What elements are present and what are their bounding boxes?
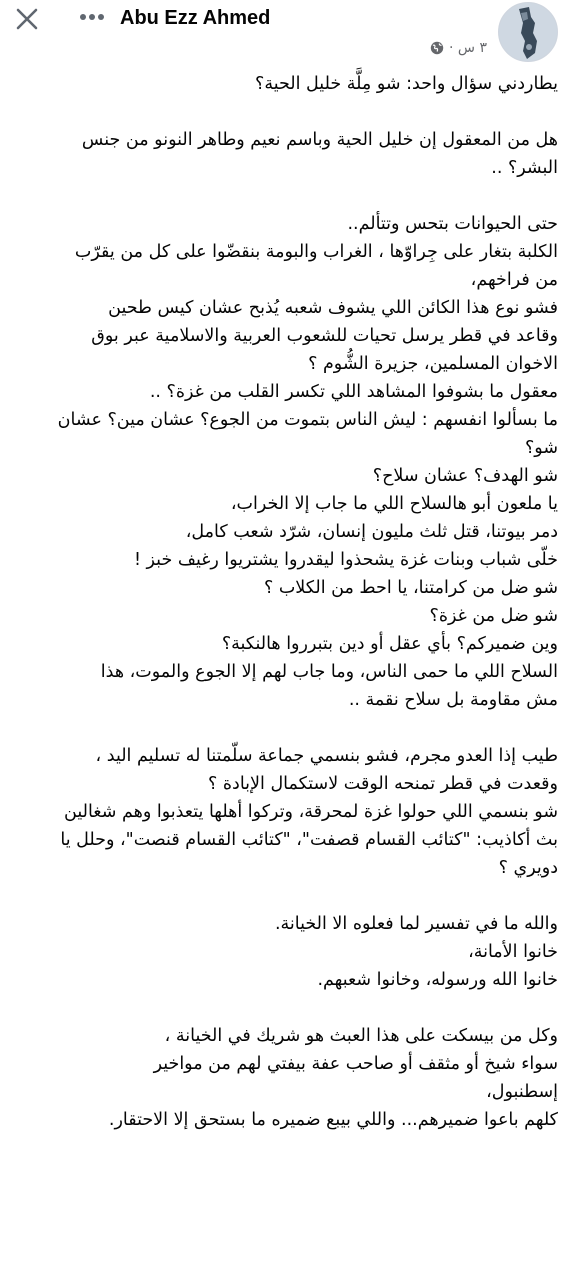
post-text-line: فشو نوع هذا الكائن اللي يشوف شعبه يُذبح عشان كيس طحين — [108, 298, 558, 318]
post-text-line: وين ضميركم؟ بأي عقل أو دين بتبرروا هالنكبة؟ — [221, 634, 558, 654]
post-text-line: شو؟ — [525, 438, 558, 458]
post-text-line: وقاعد في قطر يرسل تحيات للشعوب العربية والاسلامية عبر بوق — [91, 326, 558, 346]
post-text-line: الكلبة بتغار على جِراوّها ، الغراب والبومة بنقضّوا على كل من يقرّب — [74, 242, 558, 262]
paragraph-gap — [10, 882, 558, 910]
post-text-line: السلاح اللي ما حمى الناس، وما جاب لهم إلا الجوع والموت، هذا — [100, 662, 558, 682]
post-text-line: يا ملعون أبو هالسلاح اللي ما جاب إلا الخراب، — [230, 494, 558, 514]
author-avatar[interactable] — [498, 2, 558, 62]
post-text-line: من فراخهم، — [470, 270, 558, 290]
post-text-line: هل من المعقول إن خليل الحية وباسم نعيم وطاهر النونو من جنس — [81, 130, 558, 150]
post-text-line: شو ضل من غزة؟ — [429, 606, 558, 626]
post-text-line: دمر بيوتنا، قتل ثلث مليون إنسان، شرّد شعب كامل، — [185, 522, 558, 542]
paragraph-gap — [10, 98, 558, 126]
globe-icon — [430, 41, 444, 55]
post-text-line: إسطنبول، — [486, 1082, 558, 1102]
post-text-line: معقول ما بشوفوا المشاهد اللي تكسر القلب من غزة؟ .. — [149, 382, 558, 402]
post-text-line: وكل من بيسكت على هذا العبث هو شريك في الخيانة ، — [164, 1026, 558, 1046]
more-dots-icon — [79, 13, 105, 21]
post-text-line: يطاردني سؤال واحد: شو مِلَّة خليل الحية؟ — [255, 74, 558, 94]
post-text-line: كلهم باعوا ضميرهم... واللي بيبع ضميره ما بستحق إلا الاحتقار. — [108, 1110, 558, 1130]
post-text-line: وقعدت في قطر تمنحه الوقت لاستكمال الإبادة ؟ — [208, 774, 558, 794]
post-text-line: شو بنسمي اللي حولوا غزة لمحرقة، وتركوا أهلها يتعذبوا وهم شغالين — [64, 802, 558, 822]
post-meta — [430, 38, 487, 58]
post-text-line: شو الهدف؟ عشان سلاح؟ — [372, 466, 558, 486]
post-text-line: حتى الحيوانات بتحس وتتألم.. — [347, 214, 558, 234]
post-text-line: بث أكاذيب: "كتائب القسام قصفت"، "كتائب القسام قنصت"، وحلل يا — [60, 830, 558, 850]
post-header — [0, 0, 571, 64]
post-text-line: الاخوان المسلمين، جزيرة الشُّوم ؟ — [308, 354, 558, 374]
post-body — [10, 70, 558, 1134]
close-button[interactable] — [10, 4, 44, 34]
post-text-line: طيب إذا العدو مجرم، فشو بنسمي جماعة سلّمتنا له تسليم اليد ، — [95, 746, 558, 766]
post-text-line: سواء شيخ أو مثقف أو صاحب عفة بيفتي لهم من مواخير — [153, 1054, 558, 1074]
post-text-line: خانوا الأمانة، — [468, 942, 558, 962]
paragraph-gap — [10, 714, 558, 742]
more-options-button[interactable] — [76, 6, 108, 28]
post-text-line: دويري ؟ — [498, 858, 558, 878]
author-name[interactable]: Abu Ezz Ahmed — [120, 7, 271, 29]
post-time[interactable]: ٣ س · — [449, 40, 487, 56]
post-text-line: مش مقاومة بل سلاح نقمة .. — [348, 690, 558, 710]
paragraph-gap — [10, 182, 558, 210]
paragraph-gap — [10, 994, 558, 1022]
post-text-line: والله ما في تفسير لما فعلوه الا الخيانة. — [274, 914, 558, 934]
close-icon — [15, 7, 39, 31]
post-text-line: ما بسألوا انفسهم : ليش الناس بتموت من الجوع؟ عشان مين؟ عشان — [57, 410, 558, 430]
post-text-line: خانوا الله ورسوله، وخانوا شعبهم. — [317, 970, 558, 990]
post-text-line: شو ضل من كرامتنا، يا احط من الكلاب ؟ — [263, 578, 558, 598]
post-text-line: خلّى شباب وبنات غزة يشحذوا ليقدروا يشتريوا رغيف خبز ! — [133, 550, 558, 570]
post-text-line: البشر؟ .. — [491, 158, 558, 178]
